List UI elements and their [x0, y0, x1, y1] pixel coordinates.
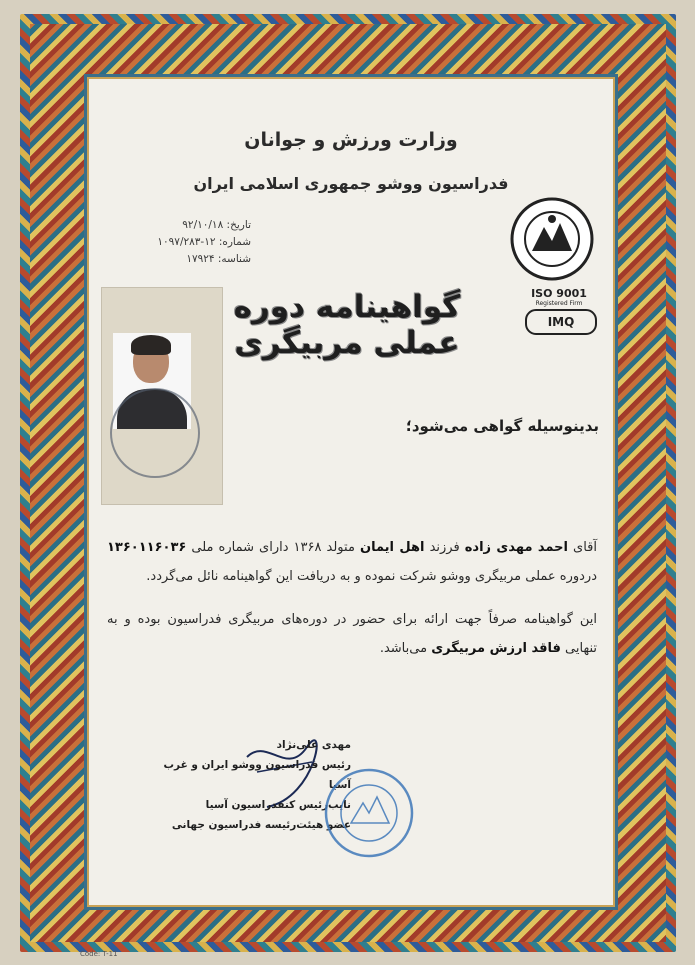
- certificate-body: [107, 533, 597, 663]
- disclaimer-text: این گواهینامه صرفاً جهت ارائه برای حضور در دوره‌های مربیگری فدراسیون بوده و به تنهایی: [107, 612, 597, 656]
- form-code: Code: T-11: [80, 950, 118, 958]
- disclaimer-end: می‌باشد.: [379, 641, 428, 656]
- iso-label: [519, 287, 599, 307]
- greeting-line: بدینوسیله گواهی می‌شود؛: [405, 417, 599, 435]
- certificate-paper: [84, 74, 618, 910]
- body-paragraph-2: [107, 605, 597, 663]
- disclaimer-bold: فاقد ارزش مربیگری: [431, 641, 561, 656]
- signatory-title-1: رئیس فدراسیون ووشو ایران و غرب آسیا: [163, 759, 351, 791]
- federation-heading: فدراسیون ووشو جمهوری اسلامی ایران: [193, 174, 509, 193]
- signatory-name: مهدی علی‌نژاد: [276, 739, 351, 751]
- photo-frame: [101, 287, 223, 505]
- child-of-text: فرزند: [429, 540, 460, 555]
- holder-name: احمد مهدی زاده: [464, 540, 568, 555]
- meta-id: شناسه: ۱۷۹۲۴: [186, 253, 251, 265]
- certificate-title: گواهینامه دوره عملی مربیگری: [233, 289, 461, 361]
- photo-hair: [131, 335, 171, 355]
- father-name: اهل ایمان: [359, 540, 425, 555]
- ministry-heading: وزارت ورزش و جوانان: [244, 129, 458, 151]
- photo-stamp-icon: [110, 388, 200, 478]
- meta-number: شماره: ۱۲-۱۰۹۷/۲۸۳: [157, 236, 251, 248]
- federation-logo-icon: [510, 197, 594, 281]
- body-paragraph-1: [107, 533, 597, 591]
- signature-block: [151, 735, 351, 835]
- course-text: دردوره عملی مربیگری ووشو شرکت نموده و به دریافت این گواهینامه نائل می‌گردد.: [146, 569, 597, 584]
- iso-sub-text: Registered Firm: [535, 300, 583, 307]
- signatory-title-2: نایب‌رئیس کنفدراسیون آسیا: [205, 799, 351, 811]
- prefix-text: آقای: [573, 540, 597, 555]
- signatory-title-3: عضو هیئت‌رئیسه فدراسیون جهانی: [171, 819, 351, 831]
- national-id: ۱۳۶۰۱۱۶۰۳۶: [107, 540, 187, 555]
- iso-text: ISO 9001: [531, 287, 587, 300]
- imq-badge: IMQ: [525, 309, 597, 335]
- meta-date: تاریخ: ۹۲/۱۰/۱۸: [182, 219, 251, 231]
- document-meta: [101, 217, 251, 268]
- official-stamp-icon: [323, 767, 415, 859]
- birth-text: متولد ۱۳۶۸ دارای شماره ملی: [191, 540, 355, 555]
